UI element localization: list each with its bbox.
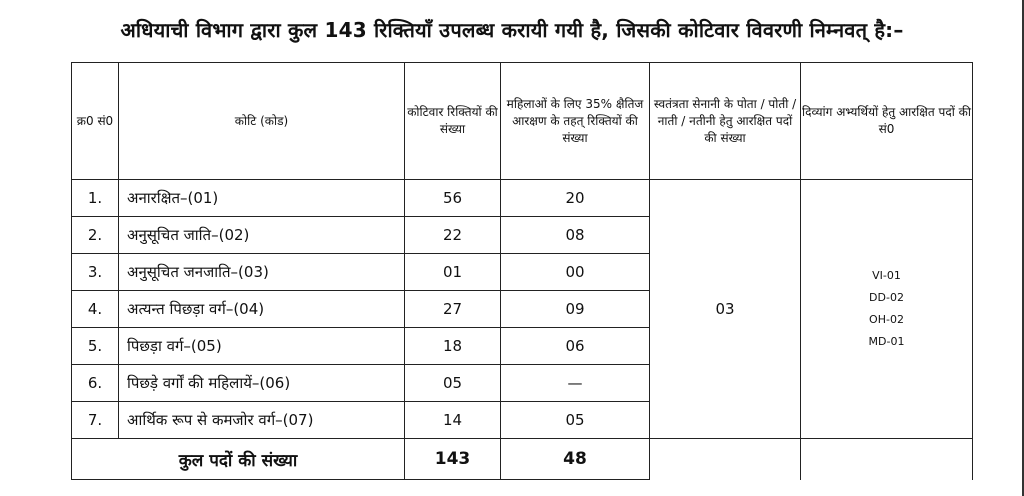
- row-category: अत्यन्त पिछड़ा वर्ग–(04): [119, 291, 405, 328]
- table-header-row: [72, 63, 973, 180]
- row-sno: 2.: [72, 217, 119, 254]
- row-sno: 4.: [72, 291, 119, 328]
- row-category: पिछड़े वर्गों की महिलायें–(06): [119, 365, 405, 402]
- header-category: कोटि (कोड): [119, 63, 405, 180]
- row-vacancies: 56: [405, 180, 501, 217]
- header-sno: क्र0 सं0: [72, 63, 119, 180]
- row-women: —: [501, 365, 650, 402]
- divyang-reserved-list: [801, 180, 973, 439]
- row-vacancies: 27: [405, 291, 501, 328]
- total-row: [72, 439, 973, 480]
- divyang-value: OH-02: [869, 313, 904, 326]
- row-sno: 7.: [72, 402, 119, 439]
- row-vacancies: 18: [405, 328, 501, 365]
- header-divyang: दिव्यांग अभ्यर्थियों हेतु आरक्षित पदों की सं0: [801, 63, 973, 180]
- total-empty-cell: [650, 439, 801, 480]
- row-women: 20: [501, 180, 650, 217]
- row-category: आर्थिक रूप से कमजोर वर्ग–(07): [119, 402, 405, 439]
- header-vacancies: कोटिवार रिक्तियों की संख्या: [405, 63, 501, 180]
- row-vacancies: 22: [405, 217, 501, 254]
- row-women: 05: [501, 402, 650, 439]
- row-women: 06: [501, 328, 650, 365]
- row-vacancies: 05: [405, 365, 501, 402]
- row-category: पिछड़ा वर्ग–(05): [119, 328, 405, 365]
- total-empty-cell: [801, 439, 973, 480]
- row-women: 08: [501, 217, 650, 254]
- row-category: अनुसूचित जाति–(02): [119, 217, 405, 254]
- divyang-value: DD-02: [869, 291, 904, 304]
- row-sno: 6.: [72, 365, 119, 402]
- row-sno: 1.: [72, 180, 119, 217]
- row-sno: 5.: [72, 328, 119, 365]
- freedom-reserved-count: 03: [650, 180, 801, 439]
- page-heading: अधियाची विभाग द्वारा कुल 143 रिक्तियाँ उपलब्ध करायी गयी है, जिसकी कोटिवार विवरणी निम्नवत् है:–: [120, 18, 904, 42]
- row-vacancies: 14: [405, 402, 501, 439]
- row-sno: 3.: [72, 254, 119, 291]
- row-women: 00: [501, 254, 650, 291]
- row-category: अनारक्षित–(01): [119, 180, 405, 217]
- total-women: 48: [501, 439, 650, 480]
- total-label: कुल पदों की संख्या: [72, 439, 405, 480]
- total-vacancies: 143: [405, 439, 501, 480]
- row-category: अनुसूचित जनजाति–(03): [119, 254, 405, 291]
- header-women: महिलाओं के लिए 35% क्षैतिज आरक्षण के तहत् रिक्तियों की संख्या: [501, 63, 650, 180]
- row-women: 09: [501, 291, 650, 328]
- row-vacancies: 01: [405, 254, 501, 291]
- table-row: [72, 180, 973, 217]
- divyang-value: VI-01: [872, 269, 901, 282]
- vacancy-table: [71, 62, 973, 480]
- header-freedom: स्वतंत्रता सेनानी के पोता / पोती / नाती / नतीनी हेतु आरक्षित पदों की संख्या: [650, 63, 801, 180]
- divyang-value: MD-01: [868, 335, 905, 348]
